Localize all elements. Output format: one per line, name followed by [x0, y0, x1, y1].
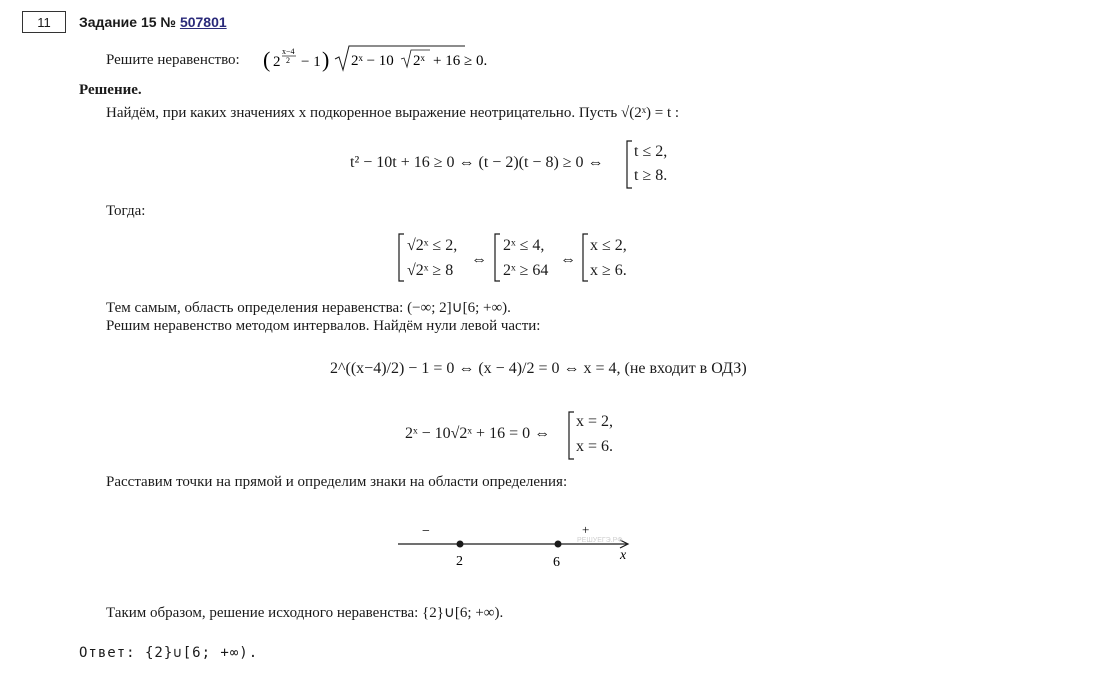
equation-2-c-2: x ≥ 6. — [590, 262, 627, 279]
watermark: РЕШУЕГЭ.РФ — [577, 537, 623, 544]
problem-inequality — [263, 40, 503, 76]
svg-text:+ 16 ≥ 0.: + 16 ≥ 0. — [433, 53, 488, 69]
sign-right: + — [582, 522, 590, 537]
point-marker-2 — [457, 541, 464, 548]
task-label: Задание 15 № — [79, 14, 177, 30]
point-label-6: 6 — [553, 555, 560, 570]
equation-2-bracket-a — [396, 232, 406, 284]
svg-text:2: 2 — [286, 56, 290, 65]
solution-paragraph-3: Тем самым, область определения неравенства: (−∞; 2]∪[6; +∞). — [106, 300, 511, 316]
number-line — [395, 518, 640, 573]
equation-1-bracket — [624, 139, 634, 191]
axis-label-x: x — [620, 548, 627, 563]
equation-2-bracket-b — [492, 232, 502, 284]
equation-3: 2^((x−4)/2) − 1 = 0 ⇔ (x − 4)/2 = 0 ⇔ x = 4, (не входит в ОДЗ) — [330, 360, 747, 377]
task-number-box: 11 — [22, 11, 66, 33]
task-title — [79, 14, 227, 30]
equation-1-case-2: t ≥ 8. — [634, 167, 668, 184]
svg-text:): ) — [322, 47, 330, 72]
point-marker-6 — [555, 541, 562, 548]
equation-4-case-1: x = 2, — [576, 413, 614, 430]
solution-paragraph-1: Найдём, при каких значениях x подкоренное выражение неотрицательно. Пусть √(2ˣ) = t : — [106, 105, 680, 121]
equation-2-c-1: x ≤ 2, — [590, 237, 627, 254]
problem-statement — [106, 52, 240, 69]
solution-paragraph-5: Расставим точки на прямой и определим знаки на области определения: — [106, 474, 568, 490]
point-label-2: 2 — [456, 554, 463, 569]
equation-4-case-2: x = 6. — [576, 438, 614, 455]
equivalence-sign: ⇔ — [560, 251, 576, 268]
sign-left: − — [422, 524, 430, 539]
equation-2-bracket-c — [580, 232, 590, 284]
equation-2-b-2: 2ˣ ≥ 64 — [503, 262, 549, 279]
equation-2-b-1: 2ˣ ≤ 4, — [503, 237, 545, 254]
equivalence-sign: ⇔ — [471, 251, 487, 268]
svg-text:(: ( — [263, 47, 271, 72]
task-id-link[interactable]: 507801 — [179, 14, 227, 30]
equation-4-left: 2ˣ − 10√2ˣ + 16 = 0 ⇔ — [405, 425, 551, 442]
svg-text:2ˣ: 2ˣ — [413, 53, 425, 69]
svg-text:− 1: − 1 — [301, 54, 321, 70]
equation-1-case-1: t ≤ 2, — [634, 143, 668, 160]
solution-heading: Решение. — [79, 82, 142, 98]
answer-line: Ответ: {2}∪[6; +∞). — [79, 645, 259, 661]
solution-paragraph-2: Тогда: — [106, 203, 146, 219]
svg-text:2: 2 — [273, 54, 281, 70]
problem-prompt: Решите неравенство: — [106, 52, 240, 68]
svg-text:2ˣ − 10: 2ˣ − 10 — [351, 53, 394, 69]
solution-paragraph-4: Решим неравенство методом интервалов. Найдём нули левой части: — [106, 318, 541, 334]
equation-4-bracket — [566, 410, 576, 462]
equation-2-a-1: √2ˣ ≤ 2, — [407, 237, 458, 254]
svg-text:x−4: x−4 — [282, 47, 295, 56]
equation-1-left: t² − 10t + 16 ≥ 0 ⇔ (t − 2)(t − 8) ≥ 0 ⇔ — [350, 154, 604, 171]
equation-2-a-2: √2ˣ ≥ 8 — [407, 262, 454, 279]
solution-paragraph-6: Таким образом, решение исходного неравенства: {2}∪[6; +∞). — [106, 605, 504, 621]
